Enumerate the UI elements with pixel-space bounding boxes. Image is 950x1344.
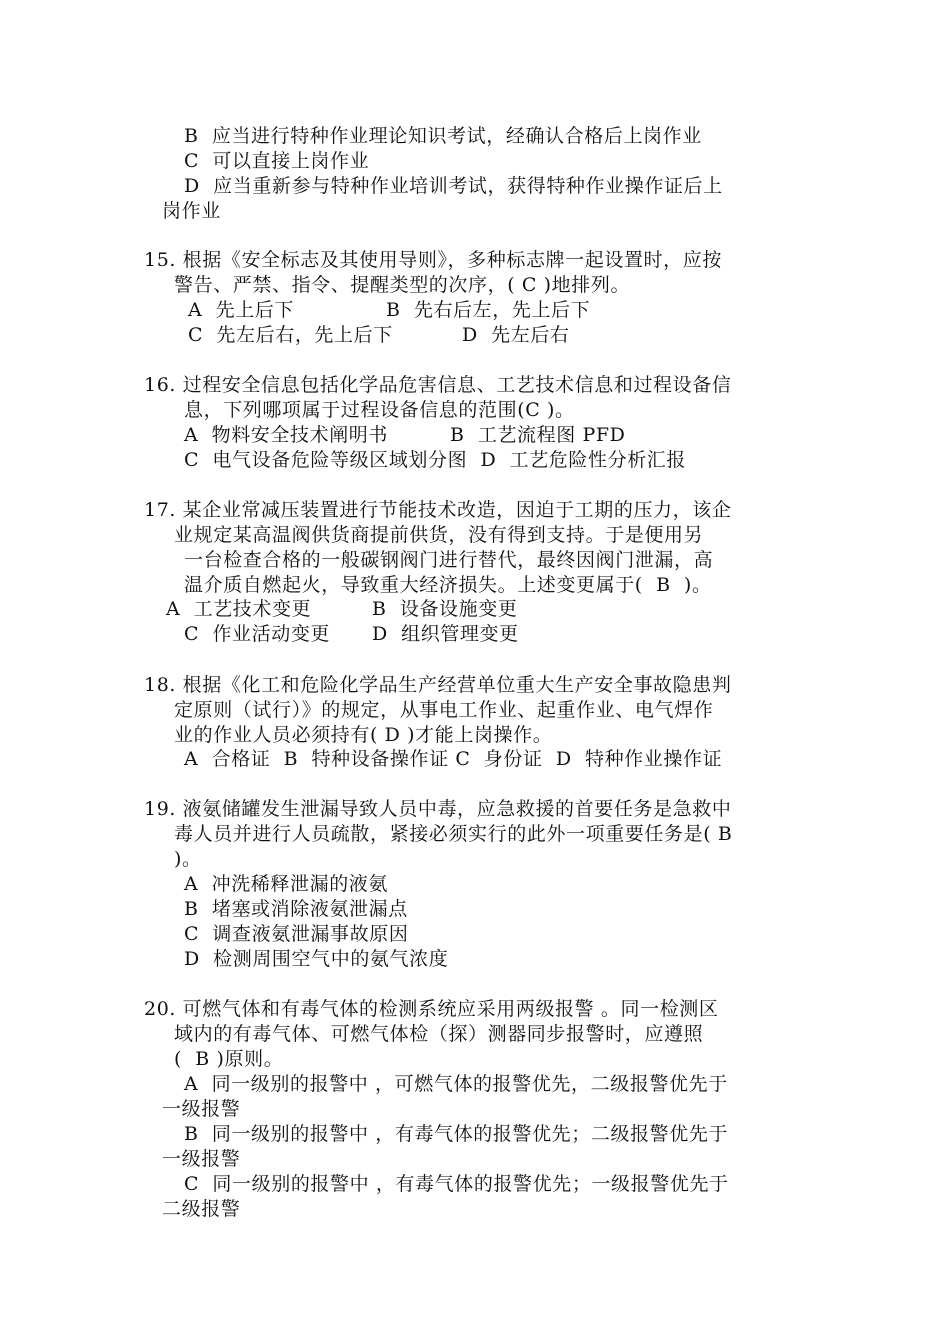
q15-stem-line-2: 警告、严禁、指令、提醒类型的次序，( C )地排列。: [174, 274, 631, 296]
q20-stem-line-3: ( B )原则。: [174, 1048, 284, 1070]
q20-option-a-cont: 一级报警: [162, 1098, 241, 1120]
prev-question-option-d-cont: 岗作业: [162, 200, 221, 222]
prev-question-option-c: C 可以直接上岗作业: [184, 150, 370, 172]
q15-option-c: C 先左后右，先上后下: [188, 324, 393, 346]
q15-stem-line-1: 15. 根据《安全标志及其使用导则》，多种标志牌一起设置时，应按: [144, 249, 722, 271]
q20-stem-line-2: 域内的有毒气体、可燃气体检（探）测器同步报警时，应遵照: [174, 1023, 704, 1045]
q16-stem-line-2: 息，下列哪项属于过程设备信息的范围(C )。: [184, 399, 575, 421]
q20-stem-line-1: 20. 可燃气体和有毒气体的检测系统应采用两级报警 。同一检测区: [144, 998, 719, 1020]
q17-option-a: A 工艺技术变更: [166, 598, 312, 620]
q19-stem-line-2: 毒人员并进行人员疏散，紧接必须实行的此外一项重要任务是( B: [174, 823, 733, 845]
q17-stem-line-2: 业规定某高温阀供货商提前供货，没有得到支持。于是便用另: [174, 524, 704, 546]
q20-option-c-cont: 二级报警: [162, 1198, 241, 1220]
q19-option-a: A 冲洗稀释泄漏的液氨: [184, 873, 389, 895]
q20-option-a: A 同一级别的报警中 ，可燃气体的报警优先，二级报警优先于: [184, 1073, 728, 1095]
q17-option-b: B 设备设施变更: [372, 598, 518, 620]
q15-option-a: A 先上后下: [188, 299, 295, 321]
q17-option-c: C 作业活动变更: [184, 623, 331, 645]
q19-stem-line-1: 19. 液氨储罐发生泄漏导致人员中毒，应急救援的首要任务是急救中: [144, 798, 732, 820]
q18-stem-line-2: 定原则（试行）》的规定，从事电工作业、起重作业、电气焊作: [174, 699, 714, 721]
q18-options: A 合格证 B 特种设备操作证 C 身份证 D 特种作业操作证: [184, 748, 723, 770]
q15-option-b: B 先右后左，先上后下: [386, 299, 591, 321]
q16-option-b: B 工艺流程图 PFD: [450, 424, 626, 446]
q16-option-c-d: C 电气设备危险等级区域划分图 D 工艺危险性分析汇报: [184, 449, 687, 471]
q17-stem-line-3: 一台检查合格的一般碳钢阀门进行替代，最终因阀门泄漏，高: [184, 549, 714, 571]
q20-option-b-cont: 一级报警: [162, 1148, 241, 1170]
q20-option-c: C 同一级别的报警中 ，有毒气体的报警优先；一级报警优先于: [184, 1173, 729, 1195]
q20-option-b: B 同一级别的报警中 ，有毒气体的报警优先；二级报警优先于: [184, 1123, 729, 1145]
q18-stem-line-1: 18. 根据《化工和危险化学品生产经营单位重大生产安全事故隐患判: [144, 674, 732, 696]
prev-question-option-d: D 应当重新参与特种作业培训考试，获得特种作业操作证后上: [184, 175, 723, 197]
q16-stem-line-1: 16. 过程安全信息包括化学品危害信息、工艺技术信息和过程设备信: [144, 374, 732, 396]
q17-stem-line-1: 17. 某企业常减压装置进行节能技术改造，因迫于工期的压力，该企: [144, 499, 732, 521]
prev-question-option-b: B 应当进行特种作业理论知识考试，经确认合格后上岗作业: [184, 125, 702, 147]
q19-option-b: B 堵塞或消除液氨泄漏点: [184, 898, 408, 920]
q19-stem-line-3: )。: [174, 848, 202, 870]
q18-stem-line-3: 业的作业人员必须持有( D )才能上岗操作。: [174, 724, 553, 746]
q17-option-d: D 组织管理变更: [372, 623, 519, 645]
q17-stem-line-4: 温介质自燃起火，导致重大经济损失。上述变更属于( B )。: [184, 574, 712, 596]
q16-option-a: A 物料安全技术阐明书: [184, 424, 389, 446]
q15-option-d: D 先左后右: [462, 324, 570, 346]
q19-option-c: C 调查液氨泄漏事故原因: [184, 923, 409, 945]
q19-option-d: D 检测周围空气中的氨气浓度: [184, 948, 449, 970]
